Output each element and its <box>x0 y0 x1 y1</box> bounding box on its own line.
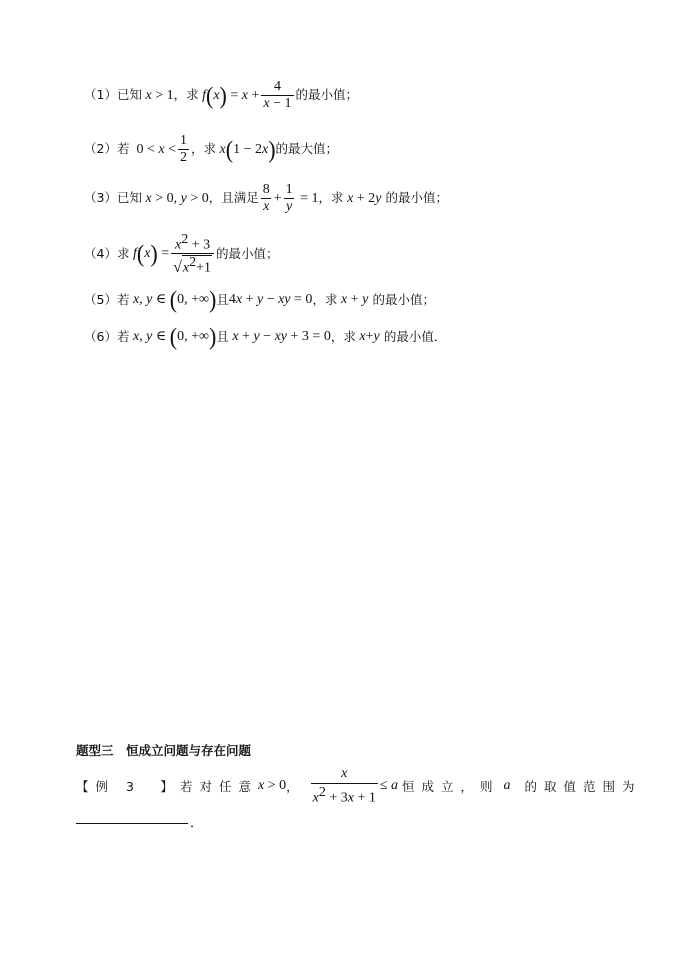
fraction: $x^2 + 3$ √ $x^2+1$ <box>171 233 214 276</box>
problem-label: （5） <box>84 291 117 307</box>
answer-blank[interactable] <box>76 823 188 824</box>
section-title: 题型三 恒成立问题与存在问题 <box>76 743 252 758</box>
period: ． <box>190 816 204 831</box>
problem-label: （1） <box>84 87 117 103</box>
math-expr: x <box>141 87 152 103</box>
problem-2: （2） 若 0 < x < $\frac{1}{2}$ ，求 x ( 1 − 2 x ) 的最大值； <box>84 133 339 165</box>
fraction: $\frac{1}{2}$ <box>180 133 187 165</box>
problem-1: （1） 已知 x > 1 ，求 f ( x ) = x + $\frac{4}{x - 1}$ 的最小值； <box>84 79 359 111</box>
problem-label: （3） <box>84 190 117 206</box>
fraction: $\frac{8}{x}$ <box>262 182 270 214</box>
problem-4: （4） 求 f ( x ) = $x^2 + 3$ √ $x^2+1$ 的最小值； <box>84 232 279 276</box>
problem-5: （5） 若 x, y ∈ ( 0, +∞ ) 且 4 x + y − xy = 0 ，求 x + y 的最小值； <box>84 285 435 314</box>
fraction: $\frac{4}{x - 1}$ <box>263 79 292 111</box>
fraction: $\frac{1}{y}$ <box>285 182 293 214</box>
problem-label: （4） <box>84 246 117 262</box>
example-3: 【例 3 】 若对任意 x > 0 ， $\frac{x}{x^2 + 3x + 1}$ ≤ a 恒成立，则 a 的取值范围为 <box>76 766 642 806</box>
fraction: $\frac{x}{x^2 + 3x + 1}$ <box>312 766 376 806</box>
problem-6: （6） 若 x, y ∈ ( 0, +∞ ) 且 x + y − xy + 3 = 0 ，求 x + y 的最小值． <box>84 322 447 351</box>
problem-3: （3） 已知 x > 0, y > 0 ，且满足 $\frac{8}{x}$ + $\frac{1}{y}$ = 1 ，求 x + 2 y 的最小值； <box>84 182 449 214</box>
example-label: 【例 3 】 <box>76 779 180 795</box>
problem-label: （2） <box>84 141 117 157</box>
problem-label: （6） <box>84 328 117 344</box>
